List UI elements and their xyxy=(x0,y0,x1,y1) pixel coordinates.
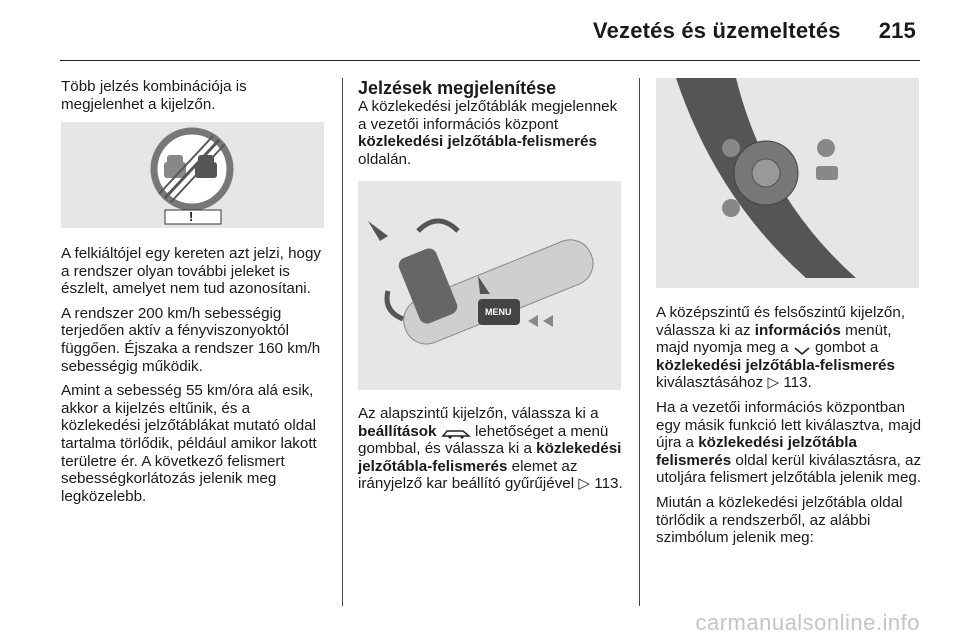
paragraph: Ha a vezetői információs központban egy másik funkció lett kiválasztva, majd újra a közlekedési jelzőtábla felismerés oldal kerül kiválasztásra, az utoljára felismert jelzőtábla jelenik meg. xyxy=(656,398,922,487)
turn-signal-lever-image xyxy=(358,181,621,390)
column-2-body xyxy=(358,405,626,500)
column-3 xyxy=(656,304,926,554)
reference-arrow-icon: ▷ xyxy=(578,475,595,493)
column-1-body xyxy=(61,245,333,512)
steering-wheel-controls-image xyxy=(656,78,919,288)
page-header xyxy=(593,18,916,44)
chevron-down-icon xyxy=(793,343,811,353)
paragraph: A rendszer 200 km/h sebességig terjedően aktív a fényviszonyoktól függően. Éjszaka a rendszer 160 km/h sebességig működik. xyxy=(61,304,321,375)
paragraph: A közlekedési jelzőtáblák megjelennek a vezetői információs központ közlekedési jelzőtábla-felismerés oldalán. xyxy=(358,98,618,168)
page-number: 215 xyxy=(878,18,916,43)
intro-text: Több jelzés kombinációja is megjelenhet a kijelzőn. xyxy=(61,78,247,113)
section-heading: Jelzések megjelenítése xyxy=(358,78,557,98)
column-2 xyxy=(358,78,626,175)
steering-wheel-illustration xyxy=(656,78,919,288)
header-title: Vezetés és üzemeltetés xyxy=(592,18,841,43)
stalk-illustration xyxy=(358,181,621,390)
reference-arrow-icon: ▷ xyxy=(767,374,784,392)
paragraph: Amint a sebesség 55 km/óra alá esik, akkor a kijelzés eltűnik, és a közlekedési jelzőtáblákat mutató oldal tartalma törlődik, például amikor lakott területre ér. A következő felismert sebességkorlátozás jelenik meg legközelebb. xyxy=(61,382,317,505)
menu-button-label: MENU xyxy=(485,307,512,317)
column-1 xyxy=(61,78,329,120)
watermark: carmanualsonline.info xyxy=(695,610,920,635)
paragraph: Az alapszintű kijelzőn, válassza ki a beállítások lehetőséget a menü gombbal, és válassza ki a közlekedési jelzőtábla-felismerés elemet az irányjelző kar beállító gyűrűjével ▷ 113. xyxy=(358,405,623,493)
header-rule xyxy=(60,60,920,61)
paragraph: A felkiáltójel egy kereten azt jelzi, hogy a rendszer olyan további jeleket is észlelt, amelyet nem tud azonosítani. xyxy=(61,245,322,298)
paragraph: A középszintű és felsőszintű kijelzőn, válassza ki az információs menüt, majd nyomja meg a gombot a közlekedési jelzőtábla-felismerés kiválasztásához ▷ 113. xyxy=(656,304,906,392)
paragraph: Miután a közlekedési jelzőtábla oldal törlődik a rendszerből, az alábbi szimbólum jelenik meg: xyxy=(656,493,903,547)
column-divider xyxy=(639,78,640,606)
exclamation-mark: ! xyxy=(189,209,194,224)
sign-illustration xyxy=(61,122,324,228)
car-settings-icon xyxy=(441,426,471,438)
column-divider xyxy=(342,78,343,606)
